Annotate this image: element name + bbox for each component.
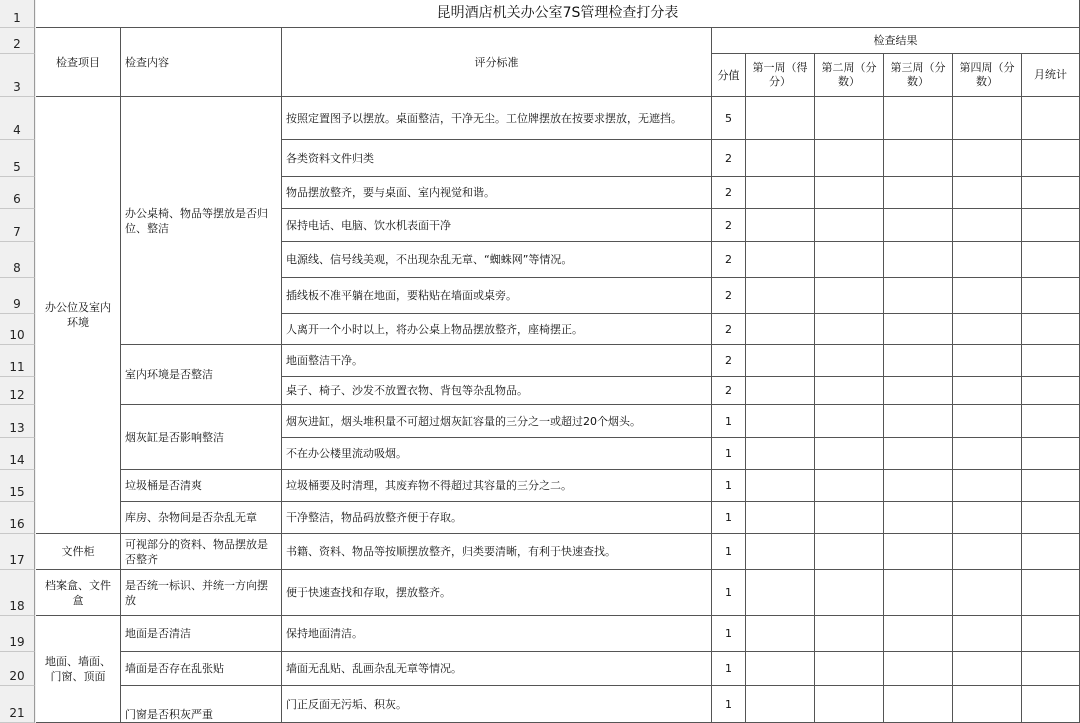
- week2-cell[interactable]: [815, 140, 884, 177]
- row-number[interactable]: 19: [0, 616, 35, 652]
- row-number[interactable]: 21: [0, 686, 35, 723]
- scoring-standard[interactable]: 保持电话、电脑、饮水机表面干净: [282, 209, 712, 242]
- header-content[interactable]: 检查内容: [121, 28, 282, 97]
- week4-cell[interactable]: [953, 278, 1022, 314]
- week4-cell[interactable]: [953, 502, 1022, 534]
- week3-cell[interactable]: [884, 377, 953, 405]
- scoring-standard[interactable]: 按照定置图予以摆放。桌面整洁，干净无尘。工位牌摆放在按要求摆放，无遮挡。: [282, 97, 712, 140]
- row-number[interactable]: 12: [0, 377, 35, 405]
- week3-cell[interactable]: [884, 686, 953, 723]
- week4-cell[interactable]: [953, 470, 1022, 502]
- week2-cell[interactable]: [815, 570, 884, 616]
- week1-cell[interactable]: [746, 502, 815, 534]
- check-content[interactable]: 库房、杂物间是否杂乱无章: [121, 502, 282, 534]
- header-week1[interactable]: 第一周（得分）: [746, 54, 815, 97]
- header-week2[interactable]: 第二周（分数）: [815, 54, 884, 97]
- scoring-standard[interactable]: 烟灰进缸，烟头堆积量不可超过烟灰缸容量的三分之一或超过20个烟头。: [282, 405, 712, 438]
- monthly-cell[interactable]: [1022, 534, 1080, 570]
- week4-cell[interactable]: [953, 177, 1022, 209]
- monthly-cell[interactable]: [1022, 502, 1080, 534]
- scoring-standard[interactable]: 墙面无乱贴、乱画杂乱无章等情况。: [282, 652, 712, 686]
- score-value[interactable]: 2: [712, 278, 746, 314]
- row-number[interactable]: 4: [0, 97, 35, 140]
- week2-cell[interactable]: [815, 470, 884, 502]
- score-value[interactable]: 2: [712, 209, 746, 242]
- scoring-standard[interactable]: 插线板不准平躺在地面，要粘贴在墙面或桌旁。: [282, 278, 712, 314]
- week1-cell[interactable]: [746, 97, 815, 140]
- week1-cell[interactable]: [746, 570, 815, 616]
- week2-cell[interactable]: [815, 278, 884, 314]
- week2-cell[interactable]: [815, 97, 884, 140]
- week4-cell[interactable]: [953, 140, 1022, 177]
- week4-cell[interactable]: [953, 438, 1022, 470]
- row-number[interactable]: 11: [0, 345, 35, 377]
- check-content[interactable]: 墙面是否存在乱张贴: [121, 652, 282, 686]
- week1-cell[interactable]: [746, 209, 815, 242]
- score-value[interactable]: 1: [712, 405, 746, 438]
- monthly-cell[interactable]: [1022, 405, 1080, 438]
- scoring-standard[interactable]: 垃圾桶要及时清理，其废弃物不得超过其容量的三分之二。: [282, 470, 712, 502]
- check-content[interactable]: 垃圾桶是否清爽: [121, 470, 282, 502]
- check-item[interactable]: 档案盒、文件盒: [36, 570, 121, 616]
- week3-cell[interactable]: [884, 405, 953, 438]
- week4-cell[interactable]: [953, 686, 1022, 723]
- check-content[interactable]: 可视部分的资料、物品摆放是否整齐: [121, 534, 282, 570]
- header-monthly[interactable]: 月统计: [1022, 54, 1080, 97]
- check-content[interactable]: 烟灰缸是否影响整洁: [121, 405, 282, 470]
- week3-cell[interactable]: [884, 345, 953, 377]
- check-content[interactable]: 门窗是否积灰严重: [121, 686, 282, 723]
- monthly-cell[interactable]: [1022, 616, 1080, 652]
- check-content[interactable]: 办公桌椅、物品等摆放是否归位、整洁: [121, 97, 282, 345]
- score-value[interactable]: 2: [712, 177, 746, 209]
- week2-cell[interactable]: [815, 405, 884, 438]
- scoring-standard[interactable]: 电源线、信号线美观，不出现杂乱无章、“蜘蛛网”等情况。: [282, 242, 712, 278]
- scoring-standard[interactable]: 物品摆放整齐，要与桌面、室内视觉和谐。: [282, 177, 712, 209]
- score-value[interactable]: 2: [712, 345, 746, 377]
- row-number[interactable]: 15: [0, 470, 35, 502]
- week1-cell[interactable]: [746, 534, 815, 570]
- score-value[interactable]: 1: [712, 570, 746, 616]
- week3-cell[interactable]: [884, 570, 953, 616]
- scoring-standard[interactable]: 人离开一个小时以上，将办公桌上物品摆放整齐，座椅摆正。: [282, 314, 712, 345]
- monthly-cell[interactable]: [1022, 470, 1080, 502]
- week4-cell[interactable]: [953, 377, 1022, 405]
- score-value[interactable]: 1: [712, 652, 746, 686]
- score-value[interactable]: 5: [712, 97, 746, 140]
- scoring-standard[interactable]: 书籍、资料、物品等按顺摆放整齐，归类要清晰，有利于快速查找。: [282, 534, 712, 570]
- scoring-standard[interactable]: 保持地面清洁。: [282, 616, 712, 652]
- monthly-cell[interactable]: [1022, 686, 1080, 723]
- score-value[interactable]: 1: [712, 534, 746, 570]
- check-item[interactable]: 办公位及室内环境: [36, 97, 121, 534]
- week2-cell[interactable]: [815, 314, 884, 345]
- monthly-cell[interactable]: [1022, 177, 1080, 209]
- score-value[interactable]: 1: [712, 616, 746, 652]
- monthly-cell[interactable]: [1022, 97, 1080, 140]
- week2-cell[interactable]: [815, 502, 884, 534]
- week1-cell[interactable]: [746, 377, 815, 405]
- scoring-standard[interactable]: 干净整洁，物品码放整齐便于存取。: [282, 502, 712, 534]
- week2-cell[interactable]: [815, 616, 884, 652]
- row-number[interactable]: 10: [0, 314, 35, 345]
- week2-cell[interactable]: [815, 377, 884, 405]
- week4-cell[interactable]: [953, 242, 1022, 278]
- week1-cell[interactable]: [746, 345, 815, 377]
- monthly-cell[interactable]: [1022, 209, 1080, 242]
- week1-cell[interactable]: [746, 278, 815, 314]
- row-number[interactable]: 17: [0, 534, 35, 570]
- week4-cell[interactable]: [953, 405, 1022, 438]
- week4-cell[interactable]: [953, 570, 1022, 616]
- week3-cell[interactable]: [884, 652, 953, 686]
- week2-cell[interactable]: [815, 242, 884, 278]
- row-number[interactable]: 6: [0, 177, 35, 209]
- week4-cell[interactable]: [953, 652, 1022, 686]
- header-score[interactable]: 分值: [712, 54, 746, 97]
- week2-cell[interactable]: [815, 438, 884, 470]
- week1-cell[interactable]: [746, 314, 815, 345]
- check-item[interactable]: 文件柜: [36, 534, 121, 570]
- row-header-column: [0, 0, 36, 723]
- week3-cell[interactable]: [884, 616, 953, 652]
- week3-cell[interactable]: [884, 278, 953, 314]
- week3-cell[interactable]: [884, 438, 953, 470]
- week1-cell[interactable]: [746, 652, 815, 686]
- week2-cell[interactable]: [815, 534, 884, 570]
- week4-cell[interactable]: [953, 314, 1022, 345]
- monthly-cell[interactable]: [1022, 278, 1080, 314]
- week1-cell[interactable]: [746, 616, 815, 652]
- header-week3[interactable]: 第三周（分数）: [884, 54, 953, 97]
- week3-cell[interactable]: [884, 209, 953, 242]
- monthly-cell[interactable]: [1022, 140, 1080, 177]
- score-value[interactable]: 2: [712, 377, 746, 405]
- row-number[interactable]: 2: [0, 28, 35, 54]
- sheet-title[interactable]: 昆明酒店机关办公室7S管理检查打分表: [36, 0, 1080, 28]
- check-content[interactable]: 地面是否清洁: [121, 616, 282, 652]
- row-number[interactable]: 8: [0, 242, 35, 278]
- week4-cell[interactable]: [953, 345, 1022, 377]
- scoring-standard[interactable]: 各类资料文件归类: [282, 140, 712, 177]
- week1-cell[interactable]: [746, 405, 815, 438]
- week2-cell[interactable]: [815, 209, 884, 242]
- week3-cell[interactable]: [884, 534, 953, 570]
- monthly-cell[interactable]: [1022, 652, 1080, 686]
- row-number[interactable]: 5: [0, 140, 35, 177]
- scoring-standard[interactable]: 地面整洁干净。: [282, 345, 712, 377]
- row-number[interactable]: 18: [0, 570, 35, 616]
- week4-cell[interactable]: [953, 616, 1022, 652]
- week3-cell[interactable]: [884, 242, 953, 278]
- score-value[interactable]: 1: [712, 502, 746, 534]
- monthly-cell[interactable]: [1022, 377, 1080, 405]
- row-number[interactable]: 14: [0, 438, 35, 470]
- week1-cell[interactable]: [746, 438, 815, 470]
- row-number[interactable]: 3: [0, 54, 35, 97]
- scoring-standard[interactable]: 桌子、椅子、沙发不放置衣物、背包等杂乱物品。: [282, 377, 712, 405]
- score-value[interactable]: 1: [712, 686, 746, 723]
- scoring-standard[interactable]: 门正反面无污垢、积灰。: [282, 686, 712, 723]
- monthly-cell[interactable]: [1022, 438, 1080, 470]
- week3-cell[interactable]: [884, 470, 953, 502]
- header-item[interactable]: 检查项目: [36, 28, 121, 97]
- check-content[interactable]: 室内环境是否整洁: [121, 345, 282, 405]
- week1-cell[interactable]: [746, 242, 815, 278]
- week4-cell[interactable]: [953, 209, 1022, 242]
- row-number[interactable]: 9: [0, 278, 35, 314]
- week3-cell[interactable]: [884, 314, 953, 345]
- score-value[interactable]: 1: [712, 438, 746, 470]
- week1-cell[interactable]: [746, 686, 815, 723]
- score-value[interactable]: 1: [712, 470, 746, 502]
- week1-cell[interactable]: [746, 140, 815, 177]
- monthly-cell[interactable]: [1022, 345, 1080, 377]
- week4-cell[interactable]: [953, 534, 1022, 570]
- week2-cell[interactable]: [815, 652, 884, 686]
- week3-cell[interactable]: [884, 97, 953, 140]
- header-standard[interactable]: 评分标准: [282, 28, 712, 97]
- week3-cell[interactable]: [884, 502, 953, 534]
- week3-cell[interactable]: [884, 177, 953, 209]
- week2-cell[interactable]: [815, 177, 884, 209]
- row-number[interactable]: 16: [0, 502, 35, 534]
- row-number[interactable]: 20: [0, 652, 35, 686]
- week2-cell[interactable]: [815, 686, 884, 723]
- week3-cell[interactable]: [884, 140, 953, 177]
- score-value[interactable]: 2: [712, 314, 746, 345]
- check-item[interactable]: 地面、墙面、门窗、顶面: [36, 616, 121, 723]
- scoring-standard[interactable]: 便于快速查找和存取，摆放整齐。: [282, 570, 712, 616]
- monthly-cell[interactable]: [1022, 314, 1080, 345]
- header-result[interactable]: 检查结果: [712, 28, 1080, 54]
- score-value[interactable]: 2: [712, 242, 746, 278]
- row-number[interactable]: 1: [0, 0, 35, 28]
- week2-cell[interactable]: [815, 345, 884, 377]
- monthly-cell[interactable]: [1022, 242, 1080, 278]
- row-number[interactable]: 13: [0, 405, 35, 438]
- check-content[interactable]: 是否统一标识、并统一方向摆放: [121, 570, 282, 616]
- scoring-standard[interactable]: 不在办公楼里流动吸烟。: [282, 438, 712, 470]
- monthly-cell[interactable]: [1022, 570, 1080, 616]
- score-value[interactable]: 2: [712, 140, 746, 177]
- week1-cell[interactable]: [746, 470, 815, 502]
- week4-cell[interactable]: [953, 97, 1022, 140]
- week1-cell[interactable]: [746, 177, 815, 209]
- row-number[interactable]: 7: [0, 209, 35, 242]
- header-week4[interactable]: 第四周（分数）: [953, 54, 1022, 97]
